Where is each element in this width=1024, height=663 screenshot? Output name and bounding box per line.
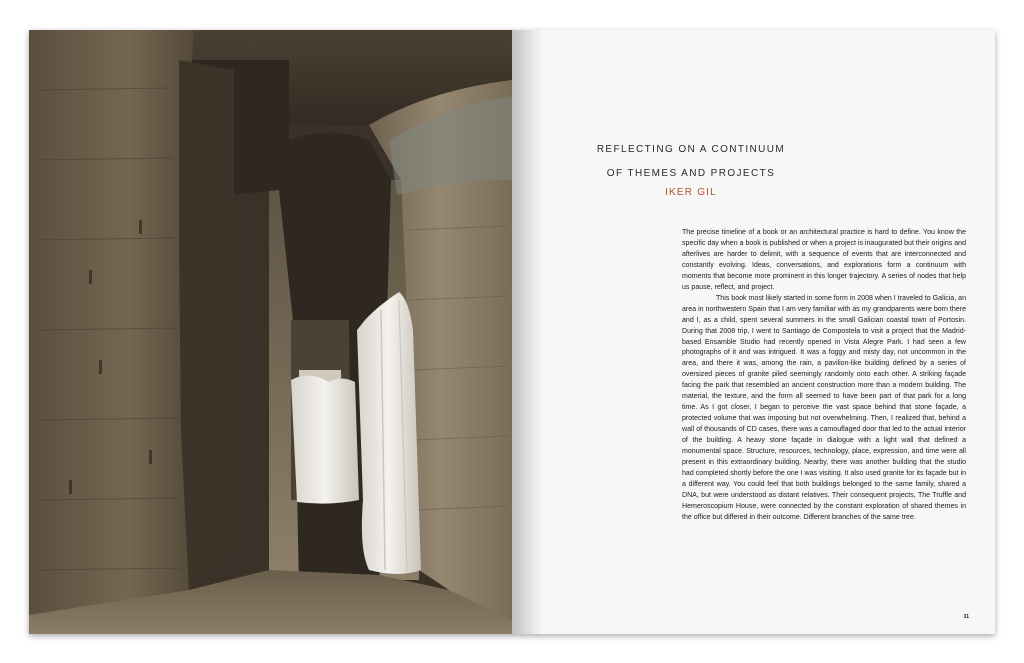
title-line-1: REFLECTING ON A CONTINUUM <box>596 144 786 155</box>
page-number: 31 <box>963 614 969 620</box>
body-paragraph-2: This book most likely started in some form in 2008 when I traveled to Galicia, an area in northwestern Spain that I am very familiar with as my grandparents were born there and I, as a child, spent several summers in the small Galician coastal town of Portosin. During that 2008 trip, I went to Santiago de Compostela to visit a project that the Madrid-based Ensamble Studio had recently opened in Vista Alegre Park. I had seen a few photographs of it and was intrigued. It was a foggy and misty day, not uncommon in the area, and there it was, among the rain, a pavilion-like building defined by a series of oversized pieces of granite piled seemingly randomly onto each other. A striking façade facing the park that resembled an ancient construction more than a modern building. The material, the texture, and the form all seemed to have been part of that park for a long time. As I got closer, I began to perceive the vast space behind that stone façade, a protected volume that was imposing but not overwhelming. Then, I realized that, behind a wall of thousands of CD cases, there was a camouflaged door that led to the actual interior of the building. A heavy stone façade in dialogue with a light wall that defined a monumental space. Structure, resources, technology, place, expression, and time were all present in this extraordinary building. Nearby, there was another building that the studio had completed shortly before the one I was visiting. It also used granite for its façade but in a different way. You could feel that both buildings belonged to the same family, shared a DNA, but were understood as distant relatives. Their consequent projects, The Truffle and Hemeroscopium House, were connected by the constant exploration of shared themes in the office but differed in their outcome. Different branches of the same tree. <box>682 294 966 521</box>
essay-heading <box>512 138 870 200</box>
book-spread <box>29 30 995 634</box>
text-page-right <box>512 30 995 634</box>
author-name: IKER GIL <box>665 187 717 198</box>
essay-body <box>682 228 966 524</box>
photo-page-left <box>29 30 512 634</box>
title-line-2: OF THEMES AND PROJECTS <box>606 168 776 179</box>
quarry-cave-photo <box>29 30 512 634</box>
body-paragraph-1: The precise timeline of a book or an architectural practice is hard to define. You know the specific day when a book is published or when a project is inaugurated but their origins and afterlives are harder to delimit, with a sequence of events that are interconnected and constantly evolving. Ideas, conversations, and explorations form a continuum with moments that become more prominent in this longer trajectory. A series of nodes that help us pause, reflect, and project. <box>682 229 967 291</box>
